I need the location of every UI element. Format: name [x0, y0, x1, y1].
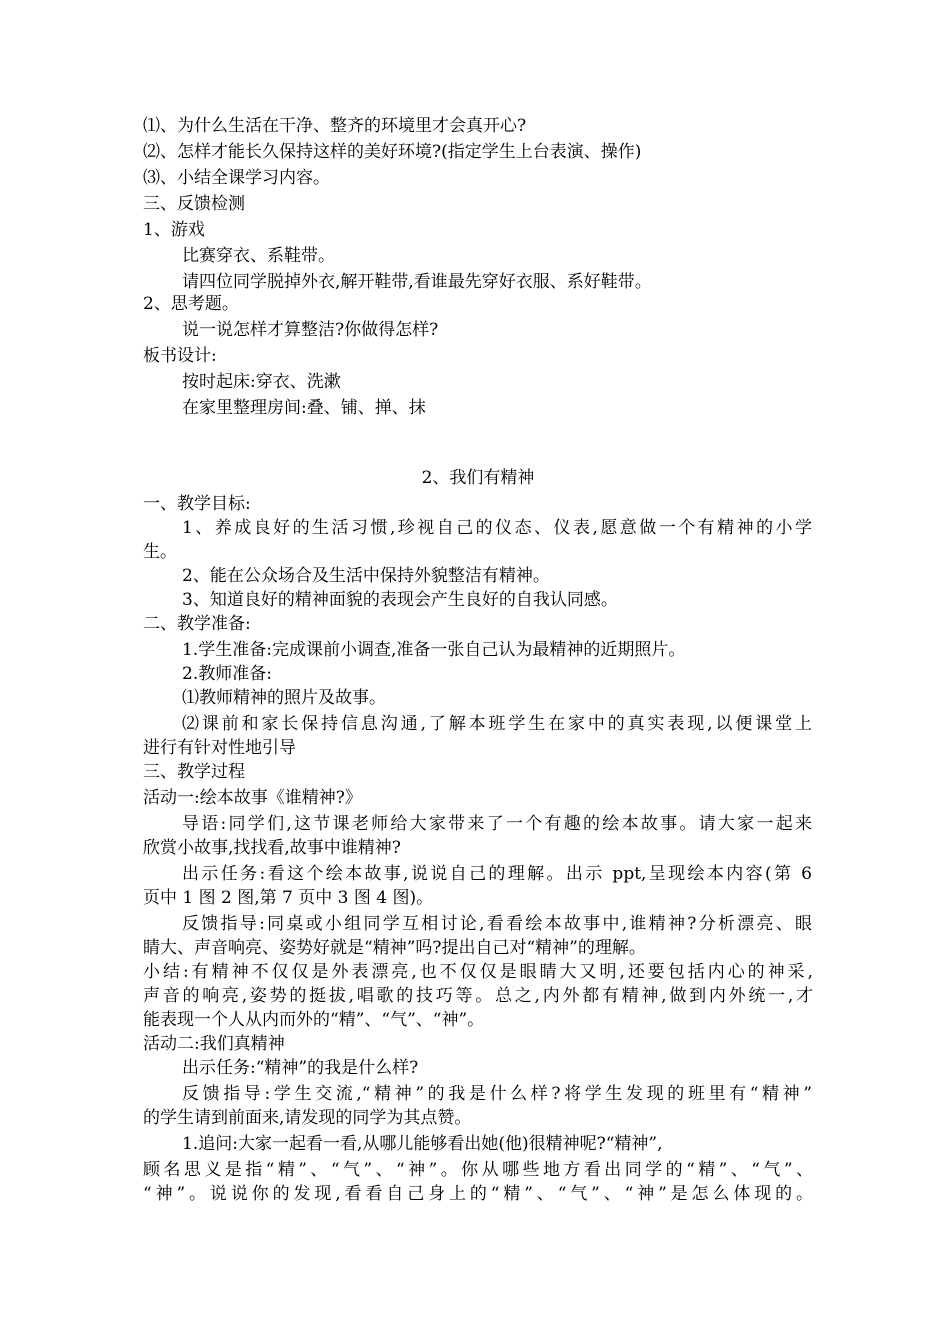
heading-objectives: 一、教学目标:	[143, 494, 251, 514]
activity-2-title: 活动二:我们真精神	[143, 1034, 285, 1054]
game-text-2: 请四位同学脱掉外衣,解开鞋带,看谁最先穿好衣服、系好鞋带。	[182, 272, 652, 292]
prep-teacher-2: ⑵课前和家长保持信息沟通,了解本班学生在家中的真实表现,以便课堂上	[182, 714, 812, 734]
prep-student: 1.学生准备:完成课前小调查,准备一张自己认为最精神的近期照片。	[182, 640, 686, 660]
board-line-2: 在家里整理房间:叠、铺、掸、抹	[182, 398, 426, 418]
activity-2-feedback-cont: 的学生请到前面来,请发现的同学为其点赞。	[143, 1108, 472, 1128]
question-1: ⑴、为什么生活在干净、整齐的环境里才会真开心?	[143, 116, 527, 136]
followup-question: 1.追问:大家一起看一看,从哪儿能够看出她(他)很精神呢?“精神”,	[182, 1134, 663, 1154]
lesson-title: 2、我们有精神	[421, 468, 535, 488]
thinking-text: 说一说怎样才算整洁?你做得怎样?	[182, 320, 439, 340]
prep-teacher-2-cont: 进行有针对性地引导	[143, 738, 296, 758]
summary-line-1: 小结:有精神不仅仅是外表漂亮,也不仅仅是眼睛大又明,还要包括内心的神采,	[143, 962, 813, 982]
activity-1-feedback-cont: 睛大、声音响亮、姿势好就是“精神”吗?提出自己对“精神”的理解。	[143, 938, 646, 958]
activity-1-intro-cont: 欣赏小故事,找找看,故事中谁精神?	[143, 838, 401, 858]
heading-board-design: 板书设计:	[143, 346, 217, 366]
item-game: 1、游戏	[143, 220, 205, 240]
prep-teacher: 2.教师准备:	[182, 664, 272, 684]
activity-1-task-cont: 页中 1 图 2 图,第 7 页中 3 图 4 图)。	[143, 888, 434, 908]
question-3: ⑶、小结全课学习内容。	[143, 168, 330, 188]
activity-2-task: 出示任务:“精神”的我是什么样?	[182, 1058, 419, 1078]
heading-preparation: 二、教学准备:	[143, 614, 251, 634]
activity-1-title: 活动一:绘本故事《谁精神?》	[143, 788, 362, 808]
prep-teacher-1: ⑴教师精神的照片及故事。	[182, 688, 386, 708]
summary-line-3: 能表现一个人从内而外的“精”、“气”、“神”。	[143, 1010, 485, 1030]
item-thinking: 2、思考题。	[143, 294, 239, 314]
game-text-1: 比赛穿衣、系鞋带。	[182, 246, 335, 266]
heading-process: 三、教学过程	[143, 762, 245, 782]
objective-1-cont: 生。	[143, 542, 177, 562]
activity-1-task: 出示任务:看这个绘本故事,说说自己的理解。出示 ppt,呈现绘本内容(第 6	[182, 864, 812, 884]
objective-3: 3、知道良好的精神面貌的表现会产生良好的自我认同感。	[182, 590, 618, 610]
question-2: ⑵、怎样才能长久保持这样的美好环境?(指定学生上台表演、操作)	[143, 142, 642, 162]
objective-1: 1、养成良好的生活习惯,珍视自己的仪态、仪表,愿意做一个有精神的小学	[182, 518, 812, 538]
objective-2: 2、能在公众场合及生活中保持外貌整洁有精神。	[182, 566, 550, 586]
heading-feedback: 三、反馈检测	[143, 194, 245, 214]
activity-2-feedback: 反馈指导:学生交流,“精神”的我是什么样?将学生发现的班里有“精神”	[182, 1084, 812, 1104]
board-line-1: 按时起床:穿衣、洗漱	[182, 372, 341, 392]
summary-line-2: 声音的响亮,姿势的挺拔,唱歌的技巧等。总之,内外都有精神,做到内外统一,才	[143, 986, 813, 1006]
followup-line-3: “神”。说说你的发现,看看自己身上的“精”、“气”、“神”是怎么体现的。	[143, 1184, 813, 1204]
followup-line-2: 顾名思义是指“精”、“气”、“神”。你从哪些地方看出同学的“精”、“气”、	[143, 1160, 813, 1180]
activity-1-intro: 导语:同学们,这节课老师给大家带来了一个有趣的绘本故事。请大家一起来	[182, 814, 812, 834]
activity-1-feedback: 反馈指导:同桌或小组同学互相讨论,看看绘本故事中,谁精神?分析漂亮、眼	[182, 914, 812, 934]
